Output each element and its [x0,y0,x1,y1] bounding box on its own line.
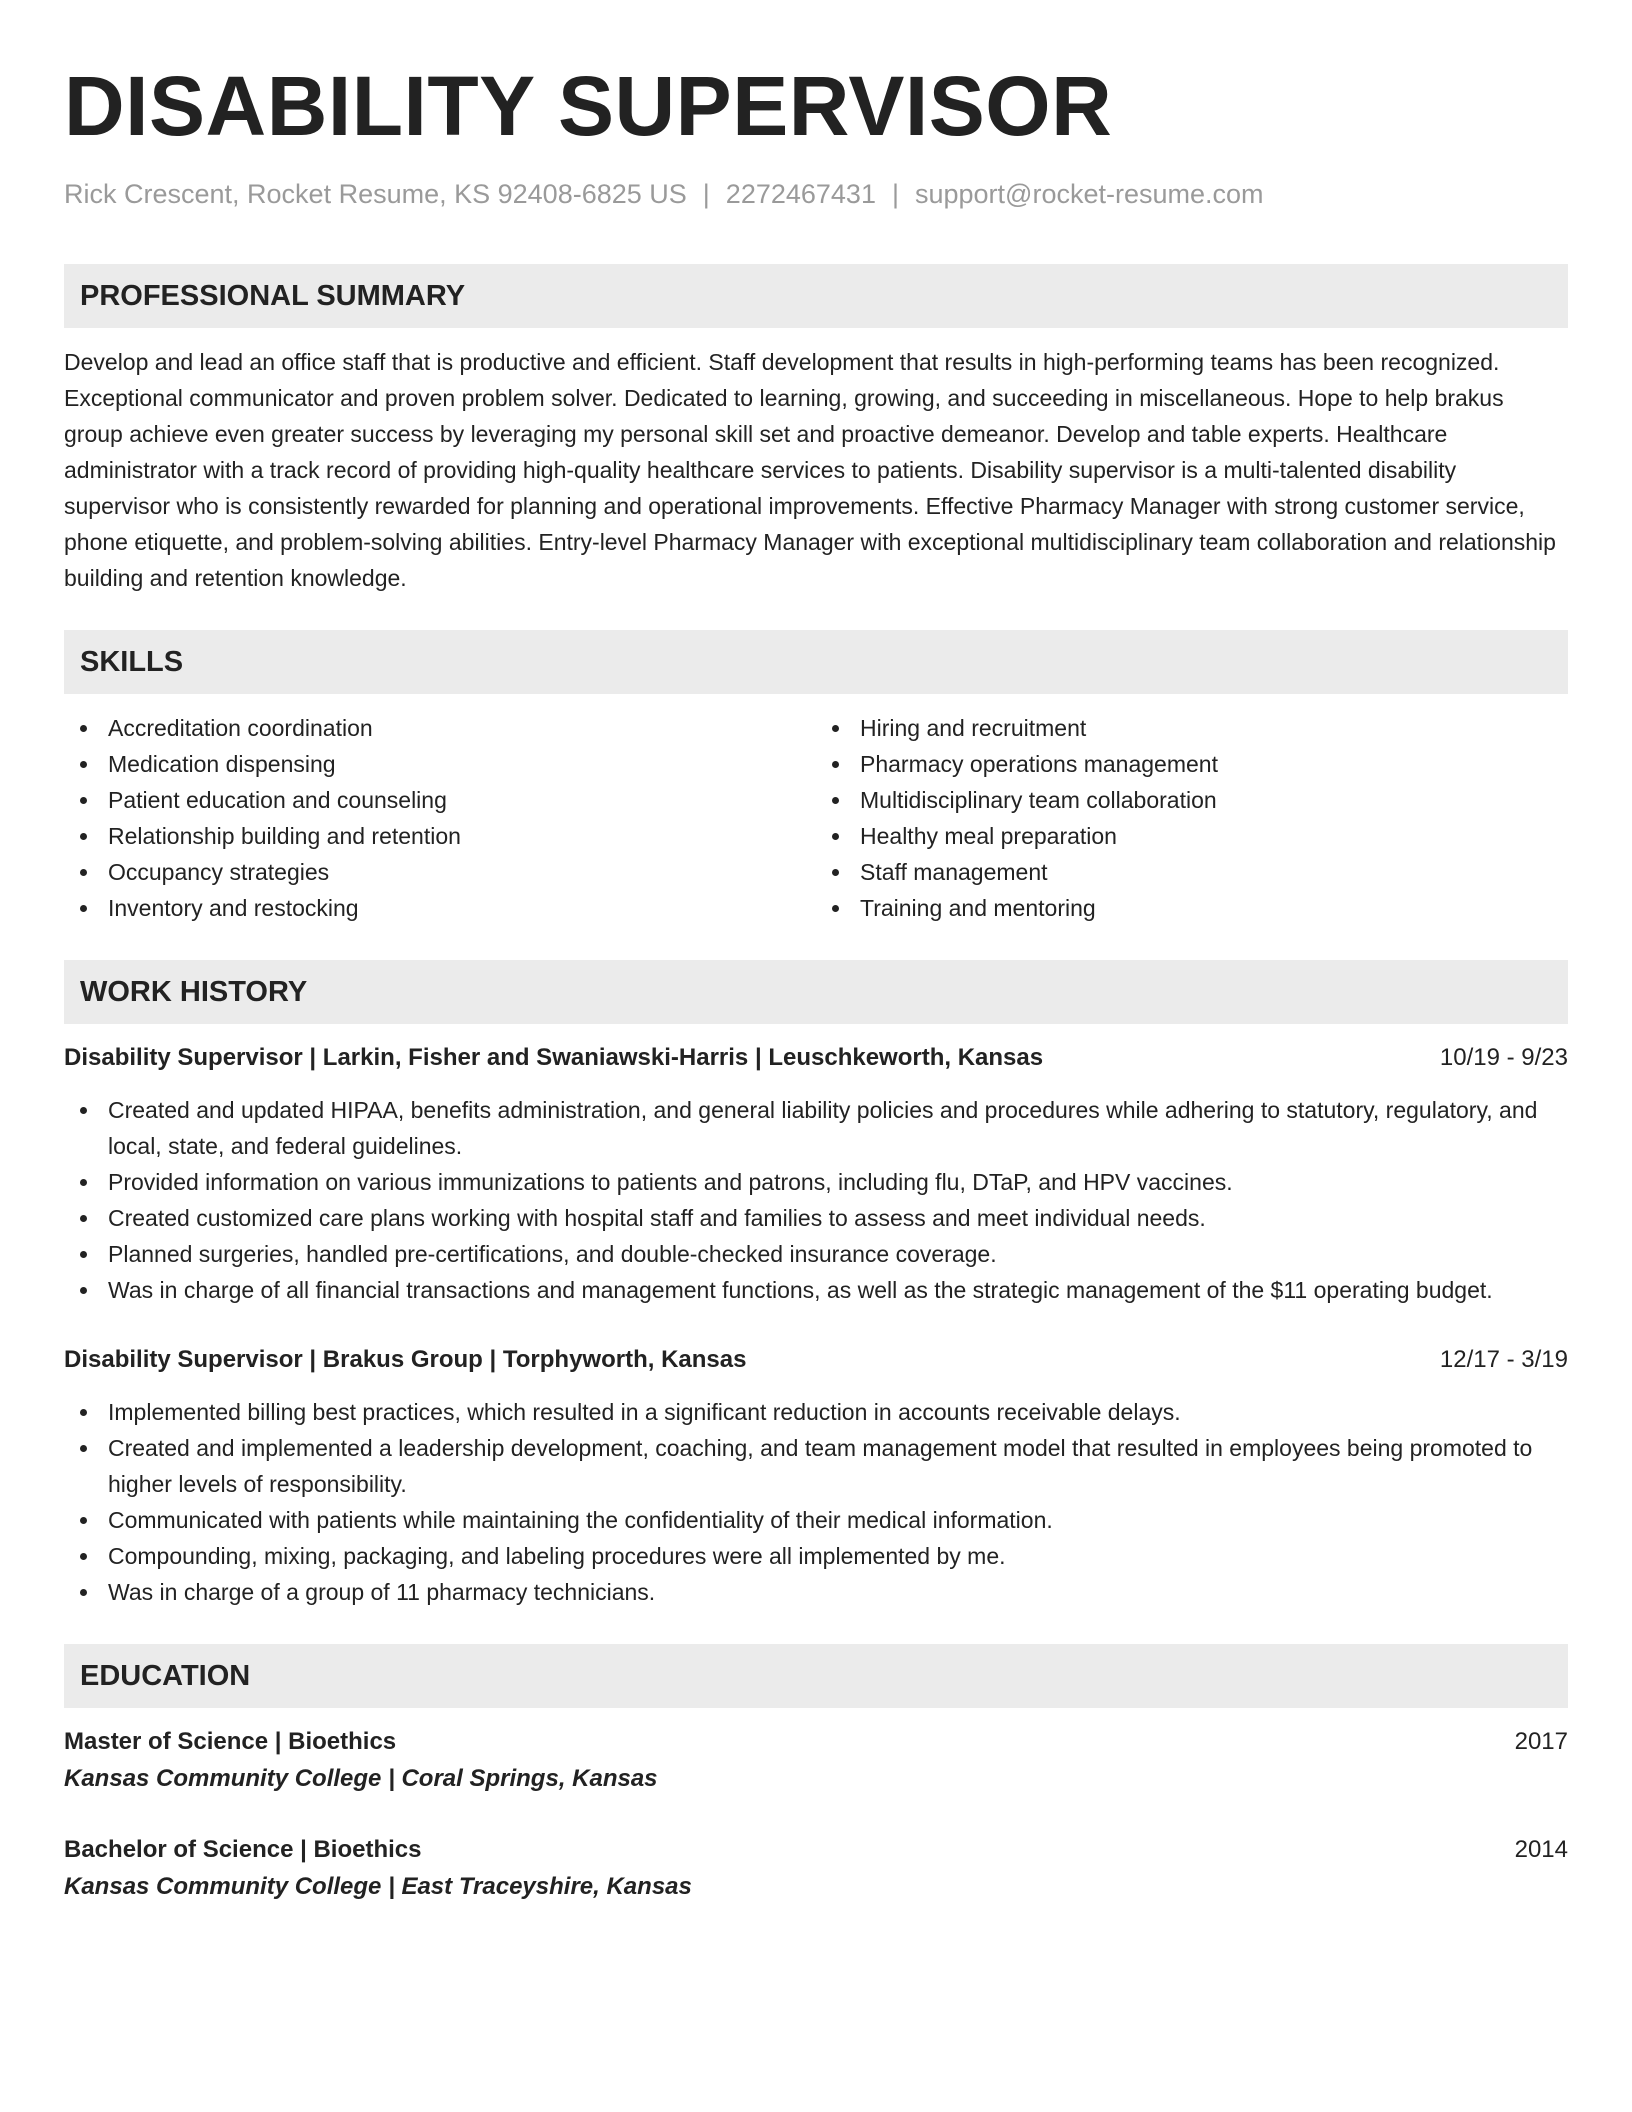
education-header [64,1724,1568,1760]
contact-separator: | [702,179,710,209]
skill-item: Healthy meal preparation [816,818,1568,854]
skill-item: Multidisciplinary team collaboration [816,782,1568,818]
education-header [64,1832,1568,1868]
skills-column-left [64,710,816,926]
education-year: 2017 [1514,1728,1568,1755]
skill-item: Relationship building and retention [64,818,816,854]
job-bullet: Communicated with patients while maintaining the confidentiality of their medical information. [64,1502,1568,1538]
education-entry [64,1724,1568,1798]
contact-separator: | [891,179,899,209]
skill-item: Occupancy strategies [64,854,816,890]
section-header-work-history: WORK HISTORY [64,960,1568,1024]
job-bullet: Was in charge of a group of 11 pharmacy technicians. [64,1574,1568,1610]
contact-email: support@rocket-resume.com [914,179,1264,209]
summary-text: Develop and lead an office staff that is productive and efficient. Staff development that results in high-performing teams has been recognized. Exceptional communicator and proven problem solver. Dedicated to learning, growing, and succeeding in miscellaneous. Hope to help brakus group achieve even greater success by leveraging my personal skill set and proactive demeanor. Develop and table experts. Healthcare administrator with a track record of providing high-quality healthcare services to patients. Disability supervisor is a multi-talented disability supervisor who is consistently rewarded for planning and operational improvements. Effective Pharmacy Manager with strong customer service, phone etiquette, and problem-solving abilities. Entry-level Pharmacy Manager with exceptional multidisciplinary team collaboration and relationship building and retention knowledge. [64,349,1556,591]
job-dates: 10/19 - 9/23 [1439,1044,1568,1071]
skill-item: Staff management [816,854,1568,890]
education-year: 2014 [1514,1836,1568,1863]
job-entry [64,1342,1568,1610]
contact-address: Rick Crescent, Rocket Resume, KS 92408-6825 US [64,179,687,209]
job-bullet: Provided information on various immunizations to patients and patrons, including flu, DTaP, and HPV vaccines. [64,1164,1568,1200]
job-bullet: Compounding, mixing, packaging, and labeling procedures were all implemented by me. [64,1538,1568,1574]
skill-item: Pharmacy operations management [816,746,1568,782]
skill-item: Inventory and restocking [64,890,816,926]
education-school: Kansas Community College | East Traceyshire, Kansas [64,1873,692,1900]
job-header [64,1040,1568,1076]
skills-list [64,710,1568,926]
job-header [64,1342,1568,1378]
job-bullet: Was in charge of all financial transactions and management functions, as well as the strategic management of the $11 operating budget. [64,1272,1568,1308]
education-school: Kansas Community College | Coral Springs, Kansas [64,1765,658,1792]
job-bullets [64,1394,1568,1610]
skill-item: Accreditation coordination [64,710,816,746]
section-header-education: EDUCATION [64,1644,1568,1708]
job-dates: 12/17 - 3/19 [1439,1346,1568,1373]
education-degree: Master of Science | Bioethics [64,1728,397,1755]
section-header-summary: PROFESSIONAL SUMMARY [64,264,1568,328]
job-bullets [64,1092,1568,1308]
skills-column-right [816,710,1568,926]
job-bullet: Created and implemented a leadership development, coaching, and team management model that resulted in employees being promoted to higher levels of responsibility. [64,1430,1568,1502]
job-title: Disability Supervisor | Brakus Group | Torphyworth, Kansas [64,1346,747,1373]
job-entry [64,1040,1568,1308]
resume-title: DISABILITY SUPERVISOR [64,59,1113,153]
job-title: Disability Supervisor | Larkin, Fisher and Swaniawski-Harris | Leuschkeworth, Kansas [64,1044,1044,1071]
job-bullet: Planned surgeries, handled pre-certifications, and double-checked insurance coverage. [64,1236,1568,1272]
skill-item: Training and mentoring [816,890,1568,926]
education-entry [64,1832,1568,1906]
contact-line [64,176,1568,212]
job-bullet: Implemented billing best practices, which resulted in a significant reduction in accounts receivable delays. [64,1394,1568,1430]
section-header-skills: SKILLS [64,630,1568,694]
job-bullet: Created customized care plans working with hospital staff and families to assess and meet individual needs. [64,1200,1568,1236]
education-degree: Bachelor of Science | Bioethics [64,1836,422,1863]
skill-item: Medication dispensing [64,746,816,782]
contact-phone: 2272467431 [725,179,876,209]
job-bullet: Created and updated HIPAA, benefits administration, and general liability policies and procedures while adhering to statutory, regulatory, and local, state, and federal guidelines. [64,1092,1568,1164]
skill-item: Patient education and counseling [64,782,816,818]
skill-item: Hiring and recruitment [816,710,1568,746]
